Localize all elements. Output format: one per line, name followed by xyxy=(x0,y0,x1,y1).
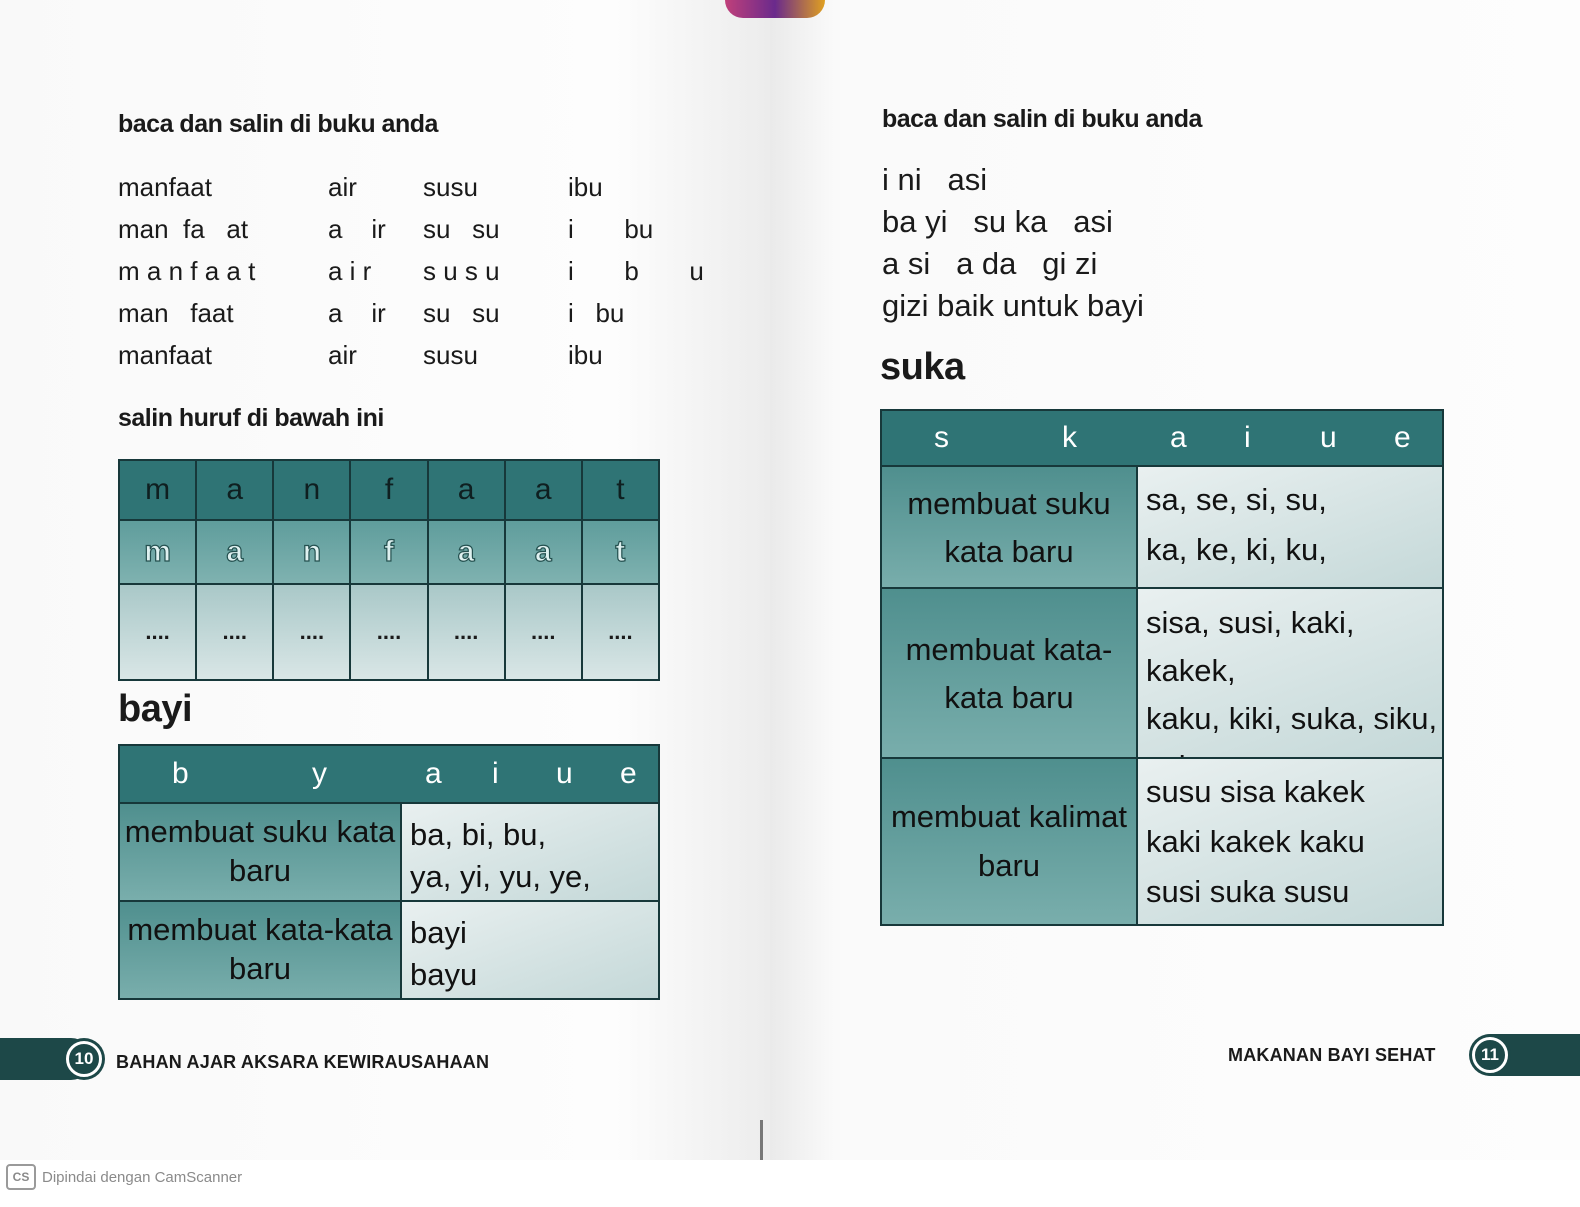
letter-cell-text: t xyxy=(616,473,625,506)
bayi-row-2 xyxy=(120,900,658,998)
outline-letter-cell-text: f xyxy=(383,535,394,568)
letter-cell xyxy=(428,460,505,520)
blank-cell xyxy=(505,584,582,680)
syllable-word: manfaat xyxy=(118,172,212,202)
syllable-word: ibu xyxy=(568,172,603,202)
reading-line: gizi baik untuk bayi xyxy=(882,288,1144,323)
blank-cell-text: .... xyxy=(299,619,325,644)
syllable-word: a i r xyxy=(328,256,372,286)
suka-title: suka xyxy=(880,346,965,388)
reading-line: ba yi su ka asi xyxy=(882,204,1113,239)
syllable-word: manfaat xyxy=(118,340,212,370)
right-page-number: 11 xyxy=(1472,1037,1508,1073)
letter-cell-text: a xyxy=(457,473,475,506)
scanner-watermark xyxy=(6,1164,242,1190)
value-line: sisa, susi, kaki, kakek, xyxy=(1146,605,1355,689)
value-line: susu sisa kakek xyxy=(1146,774,1365,809)
letter-cell-text: f xyxy=(384,473,394,506)
row-label: membuat kalimat baru xyxy=(882,759,1138,924)
value-line: ya, yi, yu, ye, xyxy=(410,858,591,894)
syllable-word: a ir xyxy=(328,214,386,244)
letter-copy-grid xyxy=(118,459,660,681)
header-letter: a xyxy=(425,757,442,790)
value-line: ka, ke, ki, ku, xyxy=(1146,531,1327,567)
header-letter: i xyxy=(1244,421,1251,454)
outline-letter-cell-text: t xyxy=(615,535,626,568)
bayi-title: bayi xyxy=(118,688,193,730)
blank-cell xyxy=(119,584,196,680)
syllable-word: i bu xyxy=(568,214,654,244)
outline-letter-cell xyxy=(196,520,273,584)
blank-cell-text: .... xyxy=(376,619,402,644)
value-line: sa, se, si, su, xyxy=(1146,482,1327,517)
syllable-word: man fa at xyxy=(118,214,249,244)
letter-cell xyxy=(119,460,196,520)
header-letter: u xyxy=(556,757,573,790)
row-values xyxy=(1138,589,1442,759)
blank-cell-text: .... xyxy=(222,619,247,644)
header-letter: e xyxy=(1394,421,1411,454)
value-line: kaku, kiki, suka, siku, xyxy=(1146,701,1438,737)
syllable-word: i b u xyxy=(568,256,704,286)
row-values xyxy=(402,902,658,998)
syllable-word: susu xyxy=(423,172,478,202)
outline-letter-cell xyxy=(428,520,505,584)
suka-table-header xyxy=(882,411,1442,465)
blank-cell xyxy=(196,584,273,680)
bayi-table xyxy=(118,744,660,1000)
blank-cell xyxy=(350,584,427,680)
outline-letter-cell-text: n xyxy=(302,535,322,568)
syllable-word: air xyxy=(328,172,357,202)
blank-cell xyxy=(582,584,659,680)
syllable-word: susu xyxy=(423,340,478,370)
bayi-row-1 xyxy=(120,802,658,900)
letter-cell xyxy=(350,460,427,520)
row-label: membuat kata-kata baru xyxy=(120,902,402,998)
header-letter: u xyxy=(1320,421,1337,454)
header-letter: y xyxy=(312,757,327,790)
header-letter: a xyxy=(1170,421,1187,454)
outline-letter-cell-text: a xyxy=(534,535,552,568)
row-label: membuat suku kata baru xyxy=(120,804,402,900)
bayi-table-header xyxy=(120,746,658,802)
letter-cell-text: n xyxy=(303,473,321,506)
value-line: bayu xyxy=(410,956,478,992)
row-label: membuat kata-kata baru xyxy=(882,589,1138,759)
syllable-word: s u s u xyxy=(423,256,500,286)
suka-row-3 xyxy=(882,757,1442,924)
value-line: kaki kakek kaku xyxy=(1146,824,1365,860)
outline-letter-cell-text: m xyxy=(144,535,171,568)
value-line: bayi xyxy=(410,915,467,950)
letter-cell xyxy=(582,460,659,520)
blank-cell-text: .... xyxy=(608,619,633,644)
left-heading: baca dan salin di buku anda xyxy=(118,110,438,138)
header-letter: e xyxy=(620,757,637,790)
letter-cell-text: m xyxy=(145,473,171,506)
cover-decoration xyxy=(725,0,825,18)
reading-line: i ni asi xyxy=(882,162,988,197)
suka-table xyxy=(880,409,1444,926)
reading-line: a si a da gi zi xyxy=(882,246,1098,281)
syllable-word: m a n f a a t xyxy=(118,256,256,286)
camscanner-icon: CS xyxy=(6,1164,36,1190)
syllable-word: man faat xyxy=(118,298,234,328)
right-footer-title: MAKANAN BAYI SEHAT xyxy=(1228,1045,1436,1065)
blank-cell-text: .... xyxy=(531,619,556,644)
outline-letter-cell-text: a xyxy=(457,535,475,568)
left-footer-title: BAHAN AJAR AKSARA KEWIRAUSAHAAN xyxy=(116,1052,490,1072)
letter-cell xyxy=(505,460,582,520)
blank-cell-text: .... xyxy=(453,619,479,644)
value-line: ba, bi, bu, xyxy=(410,817,547,852)
header-letter: i xyxy=(492,757,499,790)
suka-row-1 xyxy=(882,465,1442,589)
outline-letter-cell xyxy=(273,520,350,584)
header-letter: k xyxy=(1062,421,1077,454)
syllable-word: i bu xyxy=(568,298,625,328)
outline-letter-cell-text: a xyxy=(226,535,244,568)
blank-cell xyxy=(273,584,350,680)
blank-cell-text: .... xyxy=(145,619,170,644)
letter-cell xyxy=(196,460,273,520)
row-label: membuat suku kata baru xyxy=(882,467,1138,589)
syllable-word: air xyxy=(328,340,357,370)
blank-cell xyxy=(428,584,505,680)
letter-cell xyxy=(273,460,350,520)
row-values xyxy=(402,804,658,900)
outline-letter-cell xyxy=(350,520,427,584)
copy-heading: salin huruf di bawah ini xyxy=(118,404,384,432)
header-letter: s xyxy=(934,421,949,454)
syllable-word: ibu xyxy=(568,340,603,370)
letter-cell-text: a xyxy=(226,473,244,506)
header-letter: b xyxy=(172,757,189,790)
outline-letter-cell xyxy=(582,520,659,584)
book-spine xyxy=(760,1120,763,1160)
syllable-word: su su xyxy=(423,214,500,244)
letter-cell-text: a xyxy=(534,473,552,506)
row-values xyxy=(1138,467,1442,589)
row-values xyxy=(1138,759,1442,924)
outline-letter-cell xyxy=(505,520,582,584)
left-page-number: 10 xyxy=(66,1041,102,1077)
suka-row-2 xyxy=(882,587,1442,759)
value-line: susi suka susu xyxy=(1146,874,1350,910)
syllable-word: a ir xyxy=(328,298,386,328)
scanner-text: Dipindai dengan CamScanner xyxy=(42,1168,243,1186)
right-heading: baca dan salin di buku anda xyxy=(882,105,1202,133)
outline-letter-cell xyxy=(119,520,196,584)
syllable-word: su su xyxy=(423,298,500,328)
